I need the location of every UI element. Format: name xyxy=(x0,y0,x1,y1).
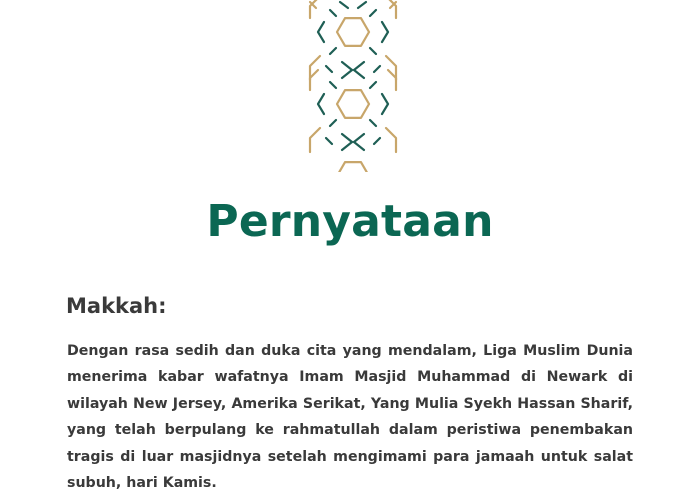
ornament-bracket xyxy=(310,128,320,152)
ornament-stroke xyxy=(374,138,380,144)
ornament-stroke xyxy=(330,10,336,16)
page-title: Pernyataan xyxy=(206,196,494,247)
location-label: Makkah: xyxy=(66,294,167,318)
ornament-cross xyxy=(342,142,352,150)
ornament-stroke xyxy=(326,66,332,72)
ornament-stroke xyxy=(330,82,336,88)
ornament-stroke xyxy=(370,82,376,88)
ornament-hexagon xyxy=(337,18,369,46)
ornament-stroke xyxy=(330,48,336,54)
ornament-cross xyxy=(354,142,364,150)
ornament-cross xyxy=(342,62,352,70)
ornament-bracket xyxy=(386,128,396,152)
ornament-stroke xyxy=(330,120,336,126)
ornament-cross xyxy=(354,70,364,78)
ornament-stroke xyxy=(374,66,380,72)
statement-body: Dengan rasa sedih dan duka cita yang mendalam, Liga Muslim Dunia menerima kabar wafatnya Imam Masjid Muhammad di Newark di wilayah New Jersey, Amerika Serikat, Yang Mulia Syekh Hassan Sharif, yang telah berpulang ke rahmatullah dalam peristiwa penembakan tragis di luar masjidnya setelah mengimami para jamaah untuk salat subuh, hari Kamis. xyxy=(67,343,633,492)
ornament-cross xyxy=(342,70,352,78)
ornament-cross xyxy=(354,134,364,142)
ornament-chevron xyxy=(318,22,324,42)
ornament-cross xyxy=(354,62,364,70)
ornament-bracket xyxy=(310,70,318,90)
ornament-chevron xyxy=(318,94,324,114)
ornament-stroke xyxy=(370,48,376,54)
islamic-geometric-pattern-icon xyxy=(308,0,398,172)
ornament-chevron xyxy=(382,22,388,42)
ornament-stroke xyxy=(326,138,332,144)
ornament-chevron xyxy=(382,94,388,114)
ornament-bracket xyxy=(388,70,396,90)
ornament-cross xyxy=(358,2,366,8)
ornament-hexagon xyxy=(337,162,369,172)
ornament-stroke xyxy=(370,10,376,16)
ornament-cross xyxy=(340,2,348,8)
ornament-stroke xyxy=(370,120,376,126)
ornament-cross xyxy=(342,134,352,142)
ornament-hexagon xyxy=(337,90,369,118)
